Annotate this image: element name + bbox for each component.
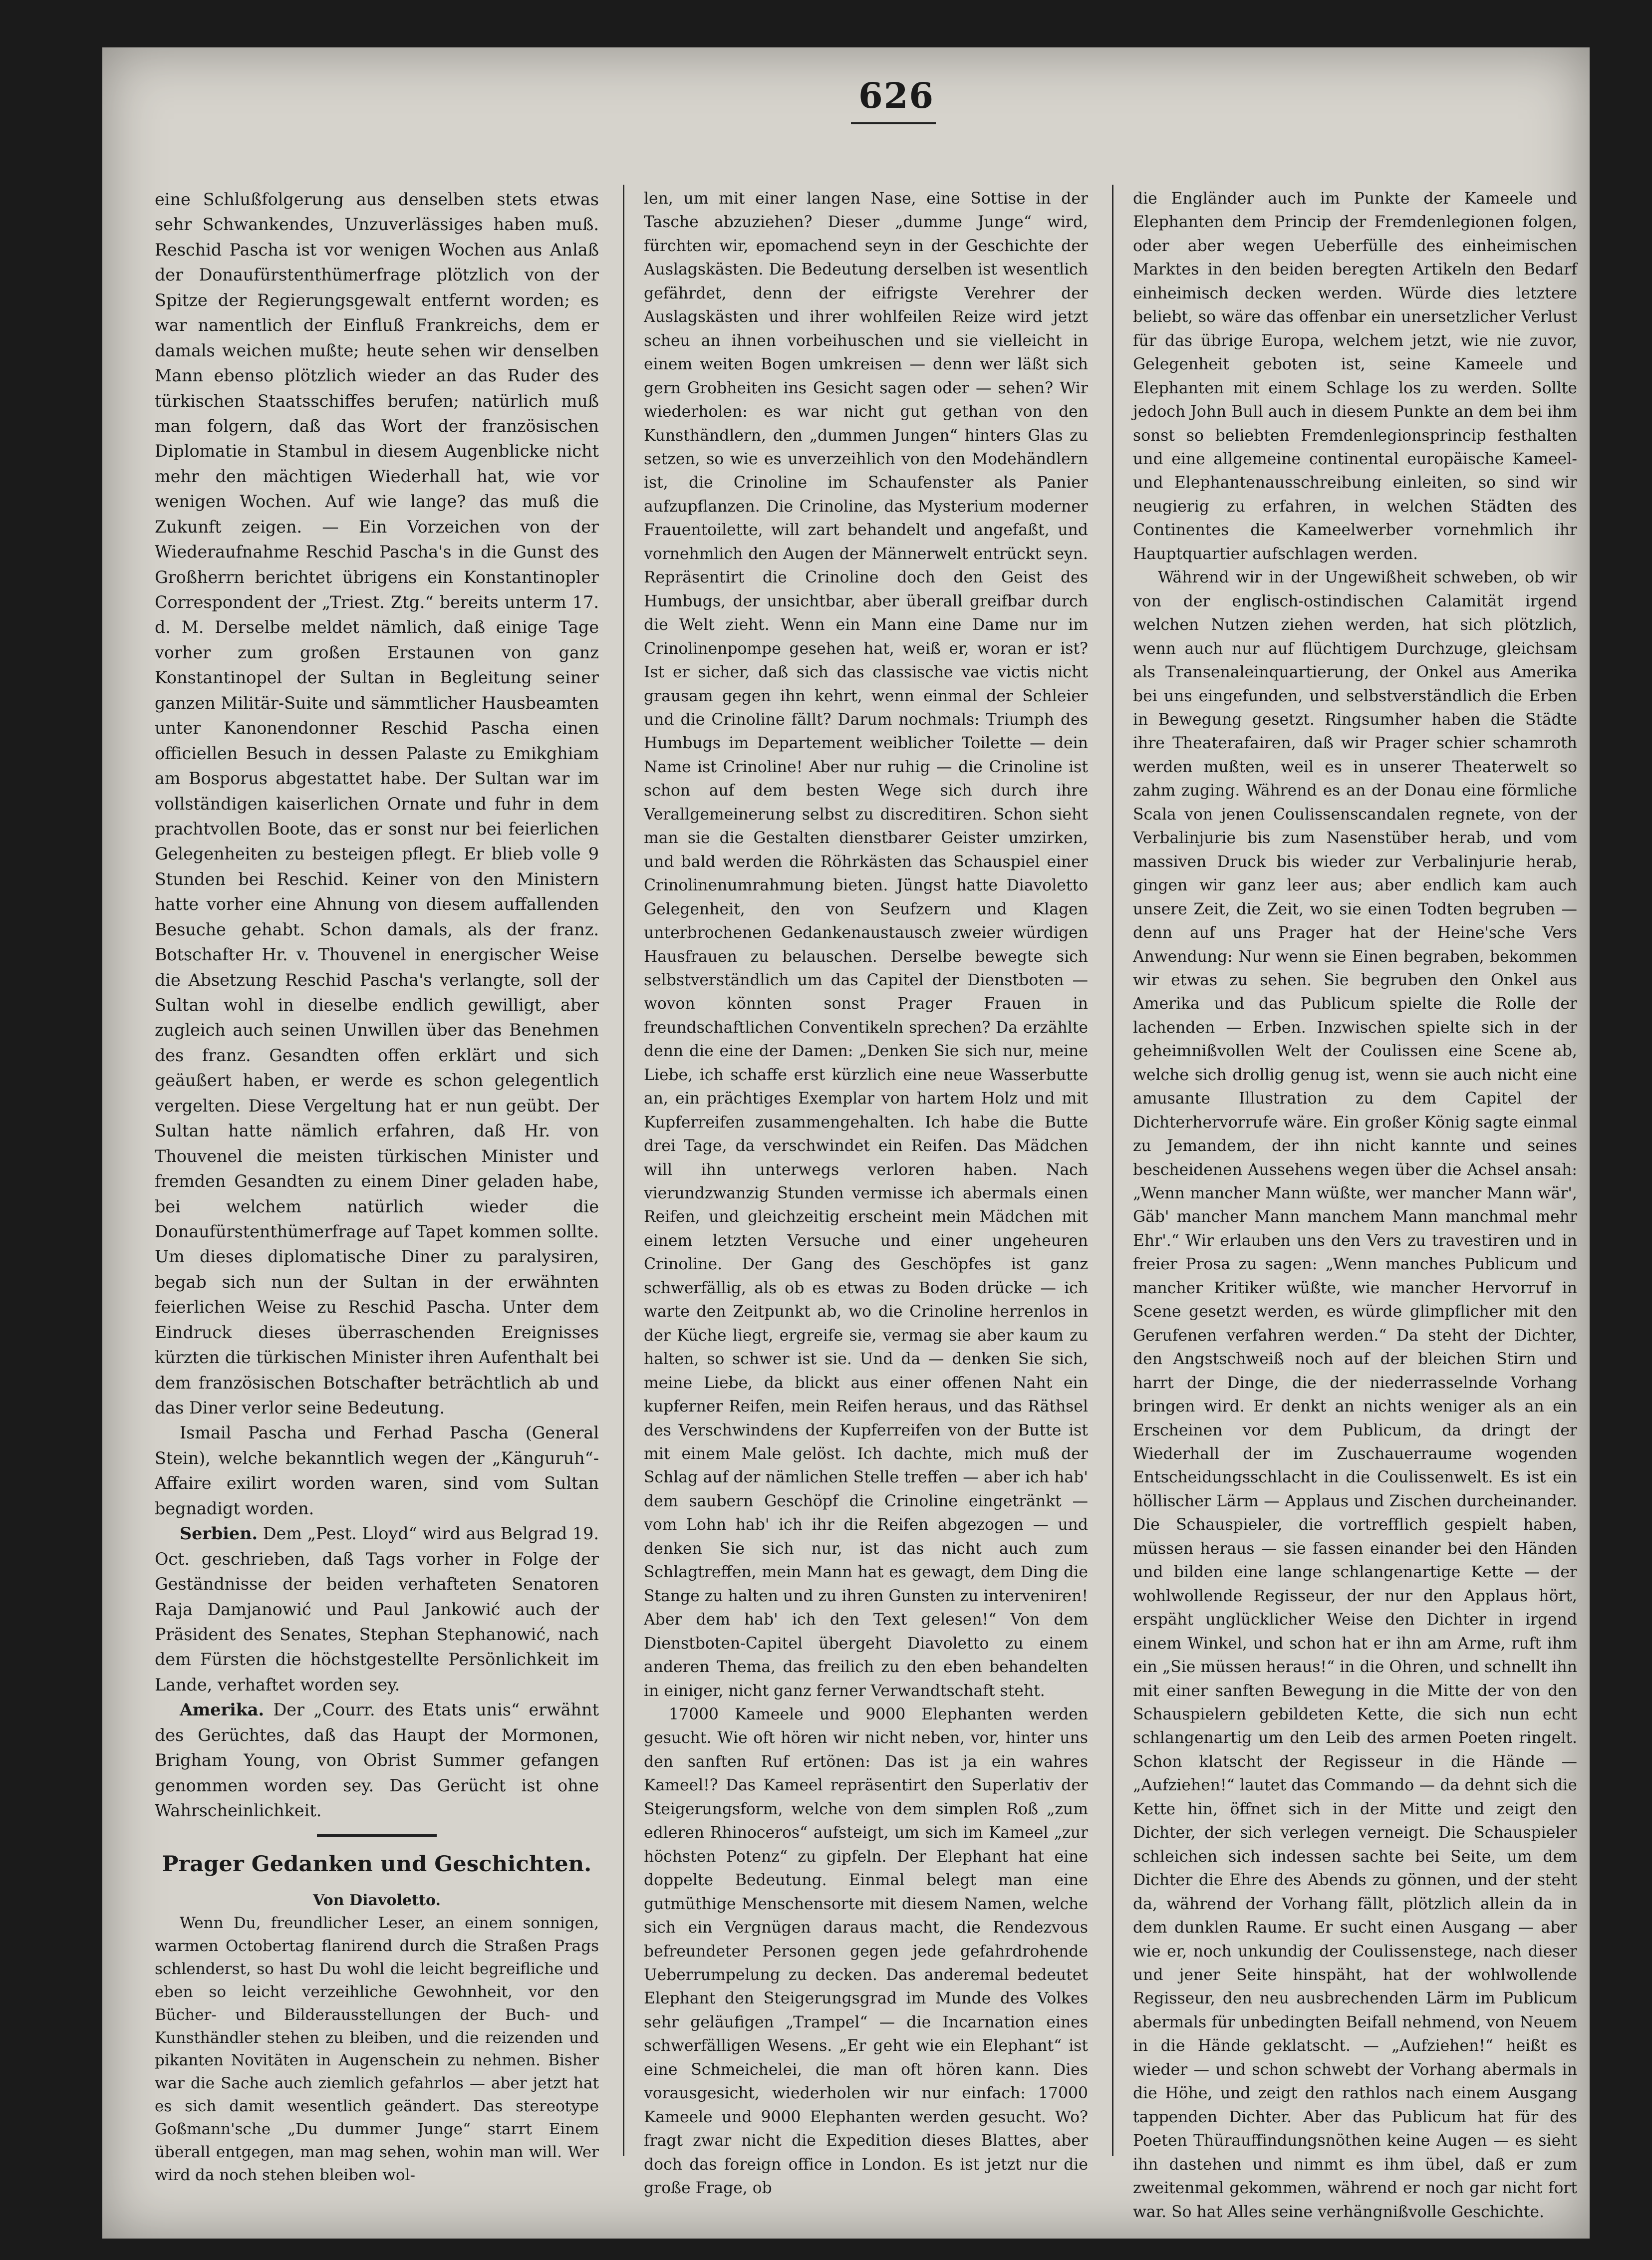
serbien-paragraph xyxy=(155,1521,599,1697)
feuilleton-title: Prager Gedanken und Geschichten. xyxy=(162,1851,592,1877)
column-1 xyxy=(155,187,599,2187)
serbien-heading: Serbien. xyxy=(180,1524,258,1544)
feuilleton-paragraph: die Engländer auch im Punkte der Kameele und Elephanten dem Princip der Fremdenlegionen folgen, oder aber wegen Ueberfülle des einheimischen Marktes in den beiden beregten Artikeln den Bedarf einheimisch decken werden. Würde dies letztere beliebt, so wäre das offenbar ein unersetzlicher Verlust für das übrige Europa, welchem jetzt, wie nie zuvor, Gelegenheit geboten ist, seine Kameele und Elephanten mit einem Schlage los zu werden. Sollte jedoch John Bull auch in diesem Punkte an dem bei ihm sonst so beliebten Fremdenlegionsprincip festhalten und eine allgemeine continental europäische Kameel- und Elephantenausschreibung einleiten, so sind wir neugierig zu erfahren, in welchen Städten des Continentes die Kameelwerber vornehmlich ihr Hauptquartier aufschlagen werden. xyxy=(1133,190,1577,563)
news-paragraph: eine Schlußfolgerung aus denselben stets etwas sehr Schwankendes, Unzuverlässiges haben muß. Reschid Pascha ist vor wenigen Wochen aus Anlaß der Donaufürstenthümerfrage plötzlich von der Spitze der Regierungsgewalt entfernt worden; es war namentlich der Einfluß Frankreichs, dem er damals weichen mußte; heute sehen wir denselben Mann ebenso plötzlich wieder an das Ruder des türkischen Staatsschiffes berufen; natürlich muß man folgern, daß das Wort der französischen Diplomatie in Stambul in diesem Augenblicke nicht mehr den mächtigen Wiederhall hat, wie vor wenigen Wochen. Auf wie lange? das muß die Zukunft zeigen. — Ein Vorzeichen von der Wiederaufnahme Reschid Pascha's in die Gunst des Großherrn berichtet übrigens ein Konstantinopler Correspondent der „Triest. Ztg.“ bereits unterm 17. d. M. Derselbe meldet nämlich, daß einige Tage vorher zum großen Erstaunen von ganz Konstantinopel der Sultan in Begleitung seiner ganzen Militär-Suite und sämmtlicher Hausbeamten unter Kanonendonner Reschid Pascha einen officiellen Besuch in dessen Palaste zu Emikghiam am Bosporus abgestattet habe. Der Sultan war im vollständigen kaiserlichen Ornate und fuhr in dem prachtvollen Boote, das er sonst nur bei feierlichen Gelegenheiten zu besteigen pflegt. Er blieb volle 9 Stunden bei Reschid. Keiner von den Ministern hatte vorher eine Ahnung von diesem auffallenden Besuche gehabt. Schon damals, als der franz. Botschafter Hr. v. Thouvenel in energischer Weise die Absetzung Reschid Pascha's verlangte, soll der Sultan wohl in dieselbe endlich gewilligt, aber zugleich auch seinen Unwillen über das Benehmen des franz. Gesandten offen erklärt und sich geäußert haben, er werde es schon gelegentlich vergelten. Diese Vergeltung hat er nun geübt. Der Sultan hatte nämlich erfahren, daß Hr. von Thouvenel die meisten türkischen Minister und fremden Gesandten zu einem Diner geladen habe, bei welchem natürlich wieder die Donaufürstenthümerfrage auf Tapet kommen sollte. Um dieses diplomatische Diner zu paralysiren, begab sich nun der Sultan in der erwähnten feierlichen Weise zu Reschid Pascha. Unter dem Eindruck dieses überraschenden Ereignisses kürzten die türkischen Minister ihren Aufenthalt bei dem französischen Botschafter beträchtlich ab und das Diner verlor seine Bedeutung. xyxy=(155,190,599,1417)
feuilleton-paragraph: Wenn Du, freundlicher Leser, an einem sonnigen, warmen Octobertag flanirend durch die Straßen Prags schlenderst, so hast Du wohl die leicht begreifliche und eben so leicht verzeihliche Gewohnheit, vor den Bücher- und Bilderausstellungen der Buch- und Kunsthändler stehen zu bleiben, und die reizenden und pikanten Novitäten in Augenschein zu nehmen. Bisher war die Sache auch ziemlich gefahrlos — aber jetzt hat es sich damit wesentlich geändert. Das stereotype Goßmann'sche „Du dummer Junge“ starrt Einem überall entgegen, man mag sehen, wohin man will. Wer wird da noch stehen bleiben wol- xyxy=(155,1914,599,2185)
column-2 xyxy=(644,187,1088,2201)
serbien-text: Dem „Pest. Lloyd“ wird aus Belgrad 19. Oct. geschrieben, daß Tags vorher in Folge der Geständnisse der beiden verhafteten Senatoren Raja Damjanowić und Paul Jankowić auch der Präsident des Senates, Stephan Stephanowić, nach dem Fürsten die höchstgestellte Persönlichkeit im Lande, verhaftet worden sey. xyxy=(155,1524,599,1695)
column-3 xyxy=(1133,187,1577,2224)
header-rule xyxy=(851,122,936,124)
amerika-paragraph xyxy=(155,1697,599,1823)
feuilleton-paragraph: 17000 Kameele und 9000 Elephanten werden gesucht. Wie oft hören wir nicht neben, vor, hinter uns den sanften Ruf ertönen: Das ist ja ein wahres Kameel!? Das Kameel repräsentirt den Superlativ der Steigerungsform, welche von dem simplen Roß „zum edleren Rhinoceros“ aufsteigt, um sich im Kameel „zur höchsten Potenz“ zu gipfeln. Der Elephant hat eine doppelte Bedeutung. Einmal belegt man eine gutmüthige Menschensorte mit diesem Namen, welche sich ein Vergnügen daraus macht, die Rendezvous befreundeter Personen gegen jede gefahrdrohende Ueberrumpelung zu decken. Das anderemal bedeutet Elephant den Steigerungsgrad im Munde des Volkes sehr geläufigen „Trampel“ — die Incarnation eines schwerfälligen Wesens. „Er geht wie ein Elephant“ ist eine Schmeichelei, die man oft hören kann. Dies vorausgesicht, wiederholen wir nur einfach: 17000 Kameele und 9000 Elephanten werden gesucht. Wo? fragt zwar nicht die Expedition dieses Blattes, aber doch das foreign office in London. Es ist jetzt nur die große Frage, ob xyxy=(644,1705,1088,2198)
section-divider xyxy=(317,1834,437,1837)
feuilleton-paragraph: len, um mit einer langen Nase, eine Sottise in der Tasche abzuziehen? Dieser „dumme Junge“ wird, fürchten wir, epomachend seyn in der Geschichte der Auslagskästen. Die Bedeutung derselben ist wesentlich gefährdet, denn der eifrigste Verehrer der Auslagskästen und ihrer wohlfeilen Reize wird jetzt scheu an ihnen vorbeihuschen und sie vielleicht in einem weiten Bogen umkreisen — denn wer läßt sich gern Grobheiten ins Gesicht sagen oder — sehen? Wir wiederholen: es war nicht gut gethan von den Kunsthändlern, den „dummen Jungen“ hinters Glas zu setzen, so wie es unverzeihlich von den Modehändlern ist, die Crinoline im Schaufenster als Panier aufzupflanzen. Die Crinoline, das Mysterium moderner Frauentoilette, will zart behandelt und angefaßt, und vornehmlich den Augen der Männerwelt entrückt seyn. Repräsentirt die Crinoline doch den Geist des Humbugs, der unsichtbar, aber überall greifbar durch die Welt zieht. Wenn ein Mann eine Dame nur im Crinolinenpompe gesehen hat, weiß er, woran er ist? Ist er sicher, daß sich das classische vae victis nicht grausam gegen ihn kehrt, wenn einmal der Schleier und die Crinoline fällt? Darum nochmals: Triumph des Humbugs im Departement weiblicher Toilette — dein Name ist Crinoline! Aber nur ruhig — die Crinoline ist schon auf dem besten Wege sich durch ihre Verallgemeinerung selbst zu discreditiren. Schon sieht man sie die Gestalten dienstbarer Geister umzirken, und bald werden die Röhrkästen das Schauspiel einer Crinolinenumrahmung bieten. Jüngst hatte Diavoletto Gelegenheit, den von Seufzern und Klagen unterbrochenen Gedankenaustausch zweier würdigen Hausfrauen zu belauschen. Derselbe bewegte sich selbstverständlich um das Capitel der Dienstboten — wovon könnten sonst Prager Frauen in freundschaftlichen Conventikeln sprechen? Da erzählte denn die eine der Damen: „Denken Sie sich nur, meine Liebe, ich schaffe erst kürzlich eine neue Wasserbutte an, ein prächtiges Exemplar von hartem Holz und mit Kupferreifen zusammengehalten. Ich habe die Butte drei Tage, da verschwindet ein Reifen. Das Mädchen will ihn unterwegs verloren haben. Nach vierundzwanzig Stunden vermisse ich abermals einen Reifen, und gleichzeitig erscheint mein Mädchen mit einem letzten Versuche und einer ungeheuren Crinoline. Der Gang des Geschöpfes ist ganz schwerfällig, als ob es etwas zu Boden drücke — ich warte den Zeitpunkt ab, wo die Crinoline herrenlos in der Küche liegt, ergreife sie, vermag sie aber kaum zu halten, so schwer ist sie. Und da — denken Sie sich, meine Liebe, da blickt aus einer offenen Naht ein kupferner Reifen, mein Reifen heraus, und das Räthsel des Verschwindens der Kupferreifen von der Butte ist mit einem Male gelöst. Ich dachte, mich muß der Schlag auf der nämlichen Stelle treffen — aber ich hab' dem saubern Geschöpf die Crinoline eingetränkt — vom Lohn hab' ich ihr die Reifen abgezogen — und denken Sie sich nur, ist das nicht auch zum Schlagtreffen, mein Mann hat es gewagt, dem Ding die Stange zu halten und zu ihren Gunsten zu interveniren! Aber dem hab' ich den Text gelesen!“ Von dem Dienstboten-Capitel übergeht Diavoletto zu einem anderen Thema, das freilich zu den eben behandelten in einiger, nicht ganz ferner Verwandtschaft steht. xyxy=(644,190,1088,1700)
feuilleton-author: Von Diavoletto. xyxy=(312,1891,441,1909)
feuilleton-paragraph: Während wir in der Ungewißheit schweben, ob wir von der englisch-ostindischen Calamität irgend welchen Nutzen ziehen werden, hat sich plötzlich, wenn auch nur auf flüchtigem Durchzuge, gleichsam als Transenaleinquartierung, der Onkel aus Amerika bei uns eingefunden, und selbstverständlich die Erben in Bewegung gesetzt. Ringsumher haben die Städte ihre Theaterafairen, daß wir Prager schier schamroth werden mußten, weil es in unserer Theaterwelt so zahm zuging. Während es an der Donau eine förmliche Scala von jenen Coulissenscandalen regnete, von der Verbalinjurie bis zum Nasenstüber herab, und vom massiven Druck bis wieder zur Verbalinjurie herab, gingen wir ganz leer aus; aber endlich kam auch unsere Zeit, die Zeit, wo sie einen Todten begruben — denn auf uns Prager hat der Heine'sche Vers Anwendung: Nur wenn sie Einen begraben, bekommen wir etwas zu sehen. Sie begruben den Onkel aus Amerika und das Publicum spielte die Rolle der lachenden — Erben. Inzwischen spielte sich in der geheimnißvollen Welt der Coulissen eine Scene ab, welche sich drollig genug ist, wenn sie auch nicht eine amusante Illustration zu dem Capitel der Dichterhervorrufe wäre. Ein großer König sagte einmal zu Jemandem, der ihn nicht kannte und seines bescheidenen Aussehens wegen über die Achsel ansah: „Wenn mancher Mann wüßte, wer mancher Mann wär', Gäb' mancher Mann manchem Mann manchmal mehr Ehr'.“ Wir erlauben uns den Vers zu travestiren und in freier Prosa zu sagen: „Wenn manches Publicum und mancher Kritiker wüßte, wie mancher Hervorruf in Scene gesetzt werden, es würde glimpflicher mit den Gerufenen verfahren werden.“ Da steht der Dichter, den Angstschweiß noch auf der bleichen Stirn und harrt der Dinge, die der niederrasselnde Vorhang bringen wird. Er denkt an nichts weniger als an ein Erscheinen vor dem Publicum, da dringt der Wiederhall der im Zuschauerraume wogenden Entscheidungsschlacht in die Coulissenwelt. Es ist ein höllischer Lärm — Applaus und Zischen durcheinander. Die Schauspieler, die vortrefflich gespielt haben, müssen heraus — sie fassen einander bei den Händen und bilden eine lange schlangenartige Kette — der wohlwollende Regisseur, der nur den Applaus hört, erspäht unglücklicher Weise den Dichter in irgend einem Winkel, und schon hat er ihn am Arme, ruft ihm ein „Sie müssen heraus!“ in die Ohren, und schnellt ihn mit einer sanften Bewegung in die Mitte der von den Schauspielern gebildeten Kette, die sich nun echt schlangenartig um den Leib des armen Poeten ringelt. Schon klatscht der Regisseur in die Hände — „Aufziehen!“ lautet das Commando — da dehnt sich die Kette hin, öffnet sich in der Mitte und zeigt den Dichter, der sich verlegen verneigt. Die Schauspieler schleichen sich indessen sachte bei Seite, um dem Dichter die Ehre des Abends zu gönnen, und der steht da, während der Vorhang fällt, plötzlich allein da in dem dunklen Raume. Er sucht einen Ausgang — aber wie er, noch unkundig der Coulissenstege, nach dieser und jener Seite hinspäht, hat der wohlwollende Regisseur, den neu ausbrechenden Lärm im Publicum abermals für unbedingten Beifall nehmend, von Neuem in die Hände geklatscht. — „Aufziehen!“ heißt es wieder — und schon schwebt der Vorhang abermals in die Höhe, und zeigt den rathlos nach einem Ausgang tappenden Dichter. Aber das Publicum hat für des Poeten Thürauffindungsnöthen keine Augen — es sieht ihn dastehen und nimmt es ihm übel, daß er zum zweitenmal gekommen, während er noch gar nicht fort war. So hat Alles seine verhängnißvolle Geschichte. xyxy=(1133,568,1577,2221)
news-paragraph: Ismail Pascha und Ferhad Pascha (General Stein), welche bekanntlich wegen der „Känguruh“-Affaire exilirt worden waren, sind vom Sultan begnadigt worden. xyxy=(155,1423,599,1518)
amerika-text: Der „Courr. des Etats unis“ erwähnt des Gerüchtes, daß das Haupt der Mormonen, Brigham Young, von Obrist Summer gefangen genommen worden sey. Das Gerücht ist ohne Wahrscheinlichkeit. xyxy=(155,1700,599,1820)
amerika-heading: Amerika. xyxy=(180,1700,265,1720)
column-divider xyxy=(623,185,624,2156)
column-divider xyxy=(1112,185,1113,2156)
page-number: 626 xyxy=(858,75,935,116)
